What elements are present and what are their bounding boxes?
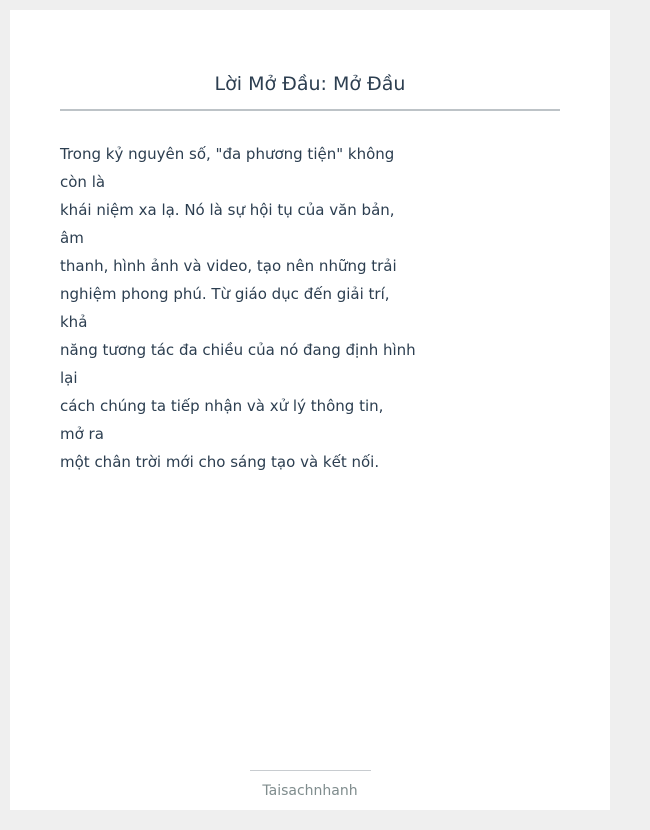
body-line: thanh, hình ảnh và video, tạo nên những trải xyxy=(60,257,397,275)
body-line: nghiệm phong phú. Từ giáo dục đến giải trí, xyxy=(60,285,390,303)
title-divider xyxy=(60,109,560,111)
document-page xyxy=(10,10,610,810)
footer-brand: Taisachnhanh xyxy=(262,783,358,799)
page-title: Lời Mở Đầu: Mở Đầu xyxy=(214,73,406,95)
body-line: còn là xyxy=(60,173,106,191)
body-line: một chân trời mới cho sáng tạo và kết nối. xyxy=(60,453,380,471)
body-line: năng tương tác đa chiều của nó đang định hình xyxy=(60,341,416,359)
body-line: cách chúng ta tiếp nhận và xử lý thông tin, xyxy=(60,397,384,415)
body-line: âm xyxy=(60,229,84,247)
body-line: khái niệm xa lạ. Nó là sự hội tụ của văn bản, xyxy=(60,201,395,219)
body-line: lại xyxy=(60,369,78,387)
body-line: khả xyxy=(60,313,88,331)
body-line: mở ra xyxy=(60,425,104,443)
body-line: Trong kỷ nguyên số, "đa phương tiện" không xyxy=(60,145,395,163)
body-paragraph xyxy=(60,140,420,476)
footer-divider xyxy=(250,770,371,771)
